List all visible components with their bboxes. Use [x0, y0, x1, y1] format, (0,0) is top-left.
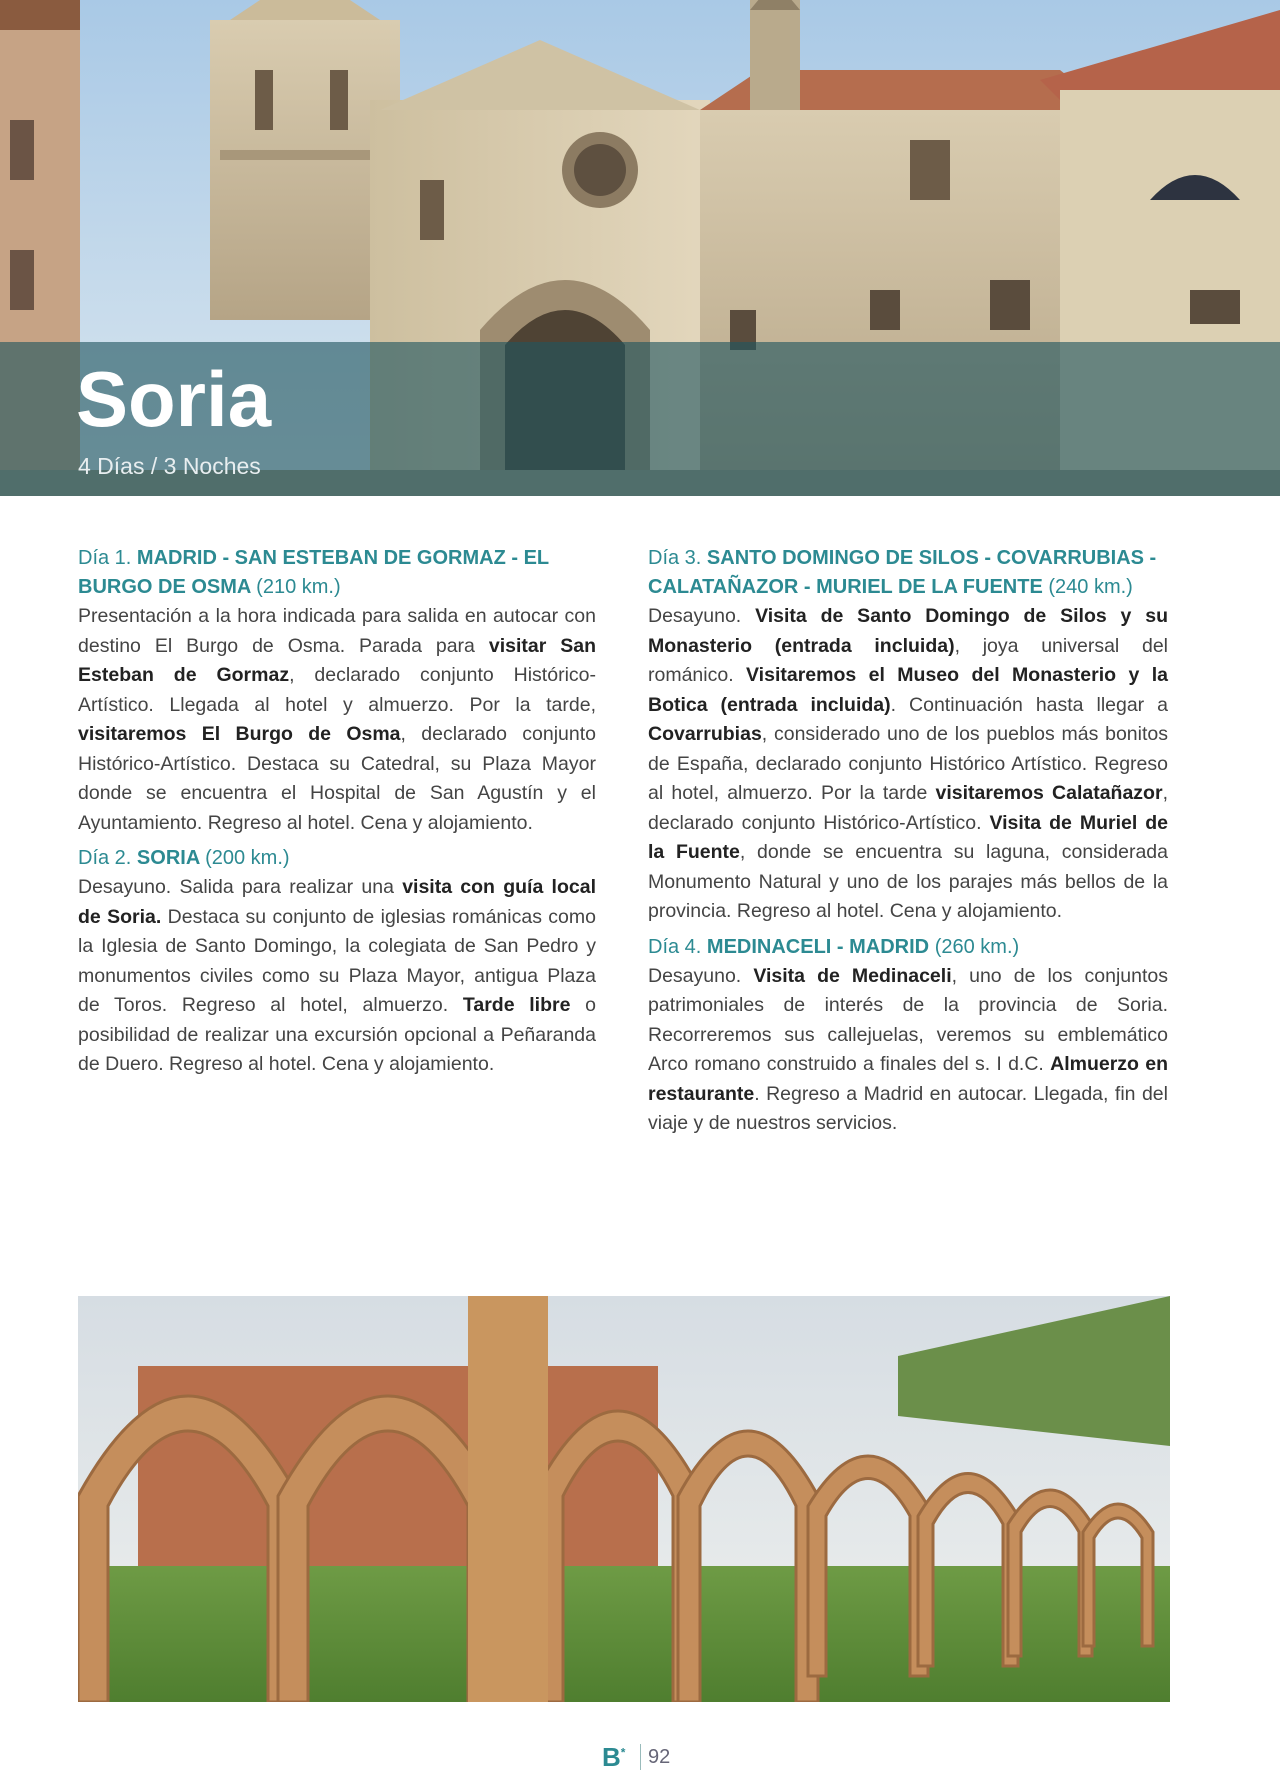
body-text: Presentación a la hora indicada para salida en autocar con destino El Burgo de Osma. Parada para [78, 605, 596, 657]
body-text: . Continuación hasta llegar a [890, 693, 1168, 716]
day-description [648, 962, 1168, 1139]
cloister-photo [78, 1296, 1170, 1702]
body-text: Desayuno. [648, 605, 756, 627]
body-text: , uno de los conjuntos patrimoniales de interés de la provincia de Soria. Recorreremos sus callejuelas, veremos su emblemático Arco romano construido a finales del s. I d.C. [648, 964, 1168, 1075]
body-text: , declarado conjunto Histórico-Artístico. Llegada al hotel y almuerzo. Por la tarde, [78, 664, 596, 716]
body-text: , declarado conjunto Histórico-Artístico. Destaca su Catedral, su Plaza Mayor donde se encuentra el Hospital de San Agustín y el Ayuntamiento. Regreso al hotel. Cena y alojamiento. [78, 723, 596, 834]
day-heading [78, 844, 596, 873]
day-description [648, 602, 1168, 927]
day-description [78, 873, 596, 1080]
day-section [648, 933, 1168, 1139]
page-number: 92 [648, 1746, 671, 1768]
day-route: SORIA [136, 847, 200, 869]
highlight-text: Visita de Medinaceli [753, 964, 952, 987]
day-route: MADRID - SAN ESTEBAN DE GORMAZ - EL BURGO DE OSMA [78, 547, 549, 598]
highlight-text: Visita de Muriel de la Fuente [648, 811, 1168, 863]
day-number: Día 2. [78, 847, 132, 869]
day-number: Día 4. [648, 935, 702, 958]
highlight-text: visitaremos Calatañazor [935, 782, 1163, 804]
page-footer [0, 1738, 1280, 1778]
body-text: Desayuno. [648, 964, 754, 987]
itinerary-column-left [78, 544, 596, 1086]
day-route: SANTO DOMINGO DE SILOS - COVARRUBIAS - CALATAÑAZOR - MURIEL DE LA FUENTE [648, 547, 1157, 598]
day-distance: (200 km.) [205, 847, 290, 869]
highlight-text: Visitaremos el Museo del Monasterio y la Botica (entrada incluida) [648, 664, 1168, 716]
trip-duration: 4 Días / 3 Noches [78, 453, 261, 479]
day-route: MEDINACELI - MADRID [706, 935, 930, 958]
day-section [78, 544, 596, 838]
body-text: , declarado conjunto Histórico-Artístico. [648, 782, 1168, 834]
day-number: Día 1. [78, 547, 132, 569]
body-text: , considerado uno de los pueblos más bonitos de España, declarado conjunto Histórico Artístico. Regreso al hotel, almuerzo. Por la tarde [648, 723, 1168, 804]
body-text: Desayuno. Salida para realizar una [78, 876, 403, 898]
itinerary-column-right [648, 544, 1168, 1145]
day-distance: (260 km.) [934, 935, 1020, 958]
highlight-text: Covarrubias [648, 723, 762, 745]
highlight-text: Visita de Santo Domingo de Silos y su Monasterio (entrada incluida) [648, 605, 1168, 657]
day-distance: (240 km.) [1048, 576, 1133, 598]
body-text: , donde se encuentra su laguna, considerada Monumento Natural y uno de los parajes más bellos de la provincia. Regreso al hotel. Cena y alojamiento. [648, 841, 1168, 922]
day-distance: (210 km.) [256, 576, 341, 598]
day-description [78, 602, 596, 838]
highlight-text: visita con guía local de Soria. [78, 876, 596, 928]
hero-banner [0, 0, 1280, 496]
day-heading [648, 544, 1168, 602]
day-number: Día 3. [648, 547, 702, 569]
day-heading [648, 933, 1168, 962]
highlight-text: Tarde libre [462, 994, 571, 1016]
body-text: . Regreso a Madrid en autocar. Llegada, fin del viaje y de nuestros servicios. [648, 1082, 1168, 1134]
day-section [648, 544, 1168, 927]
brand-logo: B* [602, 1742, 626, 1772]
body-text: o posibilidad de realizar una excursión opcional a Peñaranda de Duero. Regreso al hotel. Cena y alojamiento. [78, 994, 596, 1075]
cloister-arches-illustration [78, 1296, 1170, 1702]
page-title: Soria [76, 355, 272, 443]
footer-divider [640, 1744, 641, 1770]
highlight-text: visitaremos El Burgo de Osma [78, 723, 401, 745]
body-text: , joya universal del románico. [648, 634, 1169, 686]
highlight-text: Almuerzo en restaurante [648, 1053, 1168, 1105]
day-section [78, 844, 596, 1080]
body-text: Destaca su conjunto de iglesias románicas como la Iglesia de Santo Domingo, la colegiata de San Pedro y monumentos civiles como su Plaza Mayor, antigua Plaza de Toros. Regreso al hotel, almuerzo. [78, 905, 596, 1016]
highlight-text: visitar San Esteban de Gormaz [78, 634, 596, 686]
day-heading [78, 544, 596, 602]
